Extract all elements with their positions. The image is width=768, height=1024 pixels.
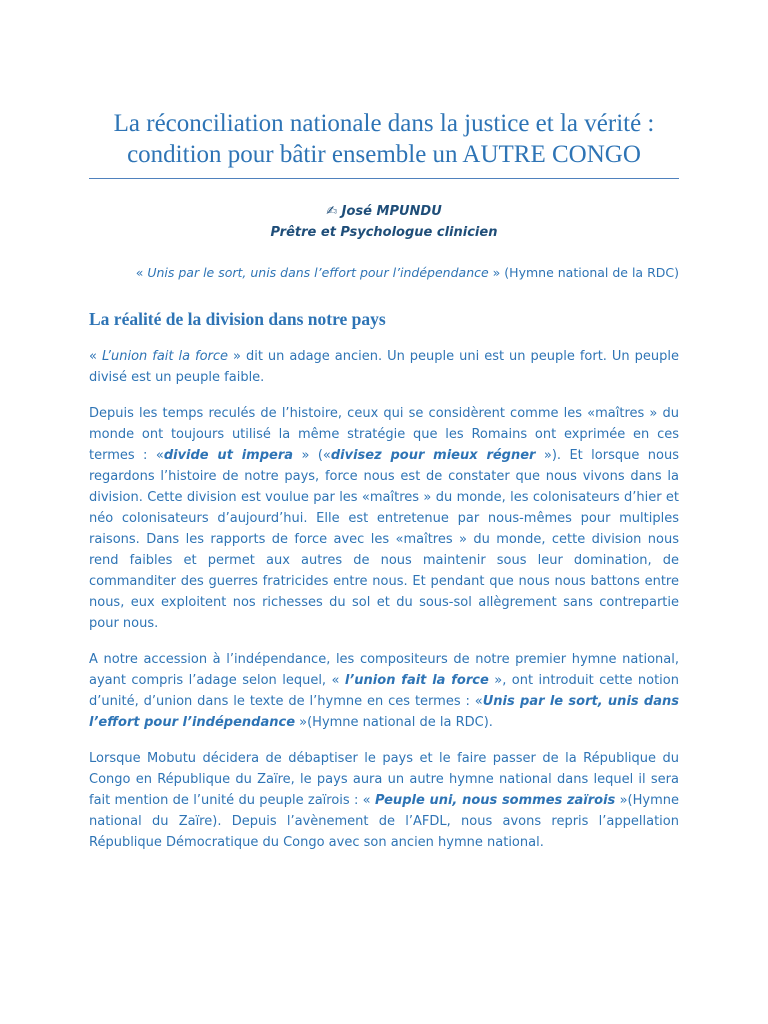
paragraph-2	[89, 403, 679, 634]
p3-text-a: A notre accession à l’indépendance, les compositeurs de notre premier hymne national, ayant compris l’adage selon lequel, «	[89, 652, 679, 688]
epigraph-open: «	[135, 265, 148, 280]
p1-text-c: » dit un adage ancien. Un peuple uni est un peuple fort. Un peuple divisé est un peuple faible.	[89, 349, 679, 385]
epigraph-source: (Hymne national de la RDC)	[504, 265, 679, 280]
epigraph-quote: Unis par le sort, unis dans l’effort pour l’indépendance	[147, 265, 489, 280]
p4-emphasis-hymn: Peuple uni, nous sommes zaïrois	[374, 793, 616, 808]
p2-text-a: Depuis les temps reculés de l’histoire, ceux qui se considèrent comme les «maîtres » du monde ont toujours utilisé la même stratégie que les Romains ont exprimée en ces termes : «	[89, 406, 679, 463]
pen-icon: ✍	[326, 204, 338, 219]
p2-emphasis-french: divisez pour mieux régner	[330, 448, 536, 463]
epigraph-close: »	[488, 265, 505, 280]
paragraph-3	[89, 649, 679, 733]
author-name: José MPUNDU	[341, 204, 442, 219]
p2-emphasis-latin: divide ut impera	[163, 448, 294, 463]
p3-emphasis-hymn: Unis par le sort, unis dans l’effort pour l’indépendance	[89, 694, 679, 730]
author-name-line	[89, 201, 679, 222]
p3-text-e: »(Hymne national de la RDC).	[295, 715, 493, 730]
p2-text-e: »). Et lorsque nous regardons l’histoire de notre pays, force nous est de constater que nous vivons dans la division. Cette division est voulue par les «maîtres » du monde, les colonisateurs d’hier et néo colonisateurs d’aujourd’hui. Elle est entretenue par nous-mêmes pour multiples raisons. Dans les rapports de force avec les «maîtres » du monde, cette division nous rend faibles et permet aux autres de nous maintenir sous leur domination, de commanditer des guerres fratricides entre nous. Et pendant que nous nous battons entre nous, eux exploitent nos richesses du sol et du sous-sol allègrement sans contrepartie pour nous.	[89, 448, 679, 631]
p3-emphasis-adage: l’union fait la force	[344, 673, 489, 688]
section-heading: La réalité de la division dans notre pays	[89, 309, 386, 329]
p1-text-a: «	[89, 349, 102, 364]
epigraph	[89, 264, 679, 282]
author-block	[89, 201, 679, 243]
title-divider	[89, 178, 679, 179]
p4-text-c: »(Hymne national du Zaïre). Depuis l’avènement de l’AFDL, nous avons repris l’appellation République Démocratique du Congo avec son ancien hymne national.	[89, 793, 679, 850]
p4-text-a: Lorsque Mobutu décidera de débaptiser le pays et le faire passer de la République du Congo en République du Zaïre, le pays aura un autre hymne national dans lequel il sera fait mention de l’unité du peuple zaïrois : «	[89, 751, 679, 808]
paragraph-4	[89, 748, 679, 853]
title-line-1: La réconciliation nationale dans la justice et la vérité :	[113, 110, 655, 137]
p1-emphasis: L’union fait la force	[101, 349, 229, 364]
title-line-2: condition pour bâtir ensemble un AUTRE CONGO	[127, 141, 641, 168]
p3-text-c: », ont introduit cette notion d’unité, d’union dans le texte de l’hymne en ces termes : «	[89, 673, 679, 709]
paragraph-1	[89, 346, 679, 388]
p2-text-c: » («	[293, 448, 331, 463]
author-role: Prêtre et Psychologue clinicien	[270, 225, 498, 240]
document-title	[89, 108, 679, 170]
